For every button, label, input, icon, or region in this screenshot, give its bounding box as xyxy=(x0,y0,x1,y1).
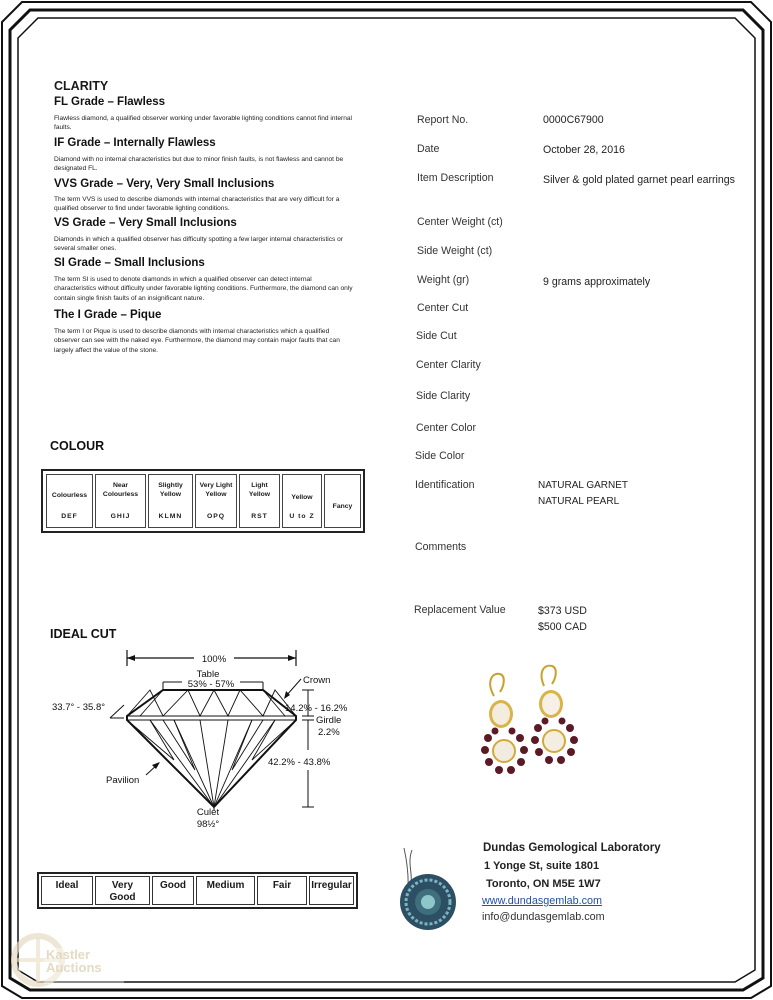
replacement-usd-value: $373 USD xyxy=(538,605,587,617)
report-no-label: Report No. xyxy=(417,114,469,126)
cut-grade-cell: Very Good xyxy=(95,876,150,905)
colour-cell: Very Light Yellow OPQ xyxy=(195,474,237,528)
table-label: Table xyxy=(196,669,220,680)
culet-label: Culet xyxy=(196,807,220,818)
clarity-heading-si: SI Grade – Small Inclusions xyxy=(54,257,205,269)
clarity-heading-i: The I Grade – Pique xyxy=(54,309,162,321)
width-label: 100% xyxy=(201,654,227,665)
side-color-label: Side Color xyxy=(415,450,465,462)
cut-grade-cell: Fair xyxy=(257,876,307,905)
table-range-label: 53% - 57% xyxy=(187,679,235,690)
girdle-label: Girdle xyxy=(316,715,342,726)
colour-cell: Near Colourless GHIJ xyxy=(95,474,146,528)
clarity-heading-vs: VS Grade – Very Small Inclusions xyxy=(54,217,237,229)
identification-value-1: NATURAL GARNET xyxy=(538,480,629,491)
item-description-value: Silver & gold plated garnet pearl earrings xyxy=(543,174,735,186)
colour-cell: Fancy xyxy=(324,474,361,528)
replacement-cad-value: $500 CAD xyxy=(538,621,587,633)
clarity-text-vs: Diamonds in which a qualified observer has difficulty spotting a few larger internal characteristics or several smaller ones. xyxy=(54,236,344,253)
lab-email: info@dundasgemlab.com xyxy=(482,911,605,923)
lab-address-1: 1 Yonge St, suite 1801 xyxy=(484,860,600,872)
clarity-text-i: The term I or Pique is used to describe diamonds with internal characteristics which a qualified observer can see with the naked eye. Furthermore, the diamond may contain major faults that can largely affect the value of the stone. xyxy=(54,328,340,354)
colour-cell: Yellow U to Z xyxy=(282,474,322,528)
cut-grade-table xyxy=(37,872,358,909)
pavilion-label: Pavilion xyxy=(106,775,140,786)
clarity-title: CLARITY xyxy=(54,79,109,93)
clarity-heading-fl: FL Grade – Flawless xyxy=(54,96,166,108)
center-weight-label: Center Weight (ct) xyxy=(417,216,503,228)
date-value: October 28, 2016 xyxy=(543,144,625,156)
cut-grade-cell: Irregular xyxy=(309,876,354,905)
hologram-seal xyxy=(396,846,464,938)
colour-cell: Colourless DEF xyxy=(46,474,93,528)
item-description-label: Item Description xyxy=(417,172,494,184)
earrings-photo xyxy=(472,664,592,786)
side-weight-label: Side Weight (ct) xyxy=(417,245,493,257)
cut-grade-cell: Good xyxy=(152,876,194,905)
identification-value-2: NATURAL PEARL xyxy=(538,496,620,507)
center-clarity-label: Center Clarity xyxy=(416,359,481,371)
clarity-text-fl: Flawless diamond, a qualified observer working under favorable lighting conditions cannot find internal faults. xyxy=(54,115,352,132)
clarity-text-si: The term SI is used to denote diamonds in which a qualified observer can detect internal characteristics without difficulty under favorable lighting conditions. Furthermore, the diamond can only contain single finish faults of an insignificant nature. xyxy=(54,276,353,302)
clarity-text-if: Diamond with no internal characteristics but due to minor finish faults, is not flawless and cannot be designated FL. xyxy=(54,156,344,173)
cut-grade-cell: Ideal xyxy=(41,876,93,905)
side-clarity-label: Side Clarity xyxy=(416,390,471,402)
replacement-value-label: Replacement Value xyxy=(414,604,506,616)
colour-cell: Light Yellow RST xyxy=(239,474,280,528)
crown-label: Crown xyxy=(303,675,331,686)
pavilion-depth-label: 42.2% - 43.8% xyxy=(268,757,331,768)
center-cut-label: Center Cut xyxy=(417,302,469,314)
report-no-value: 0000C67900 xyxy=(543,114,604,126)
center-color-label: Center Color xyxy=(416,422,477,434)
colour-title: COLOUR xyxy=(50,439,105,453)
lab-address-2: Toronto, ON M5E 1W7 xyxy=(486,878,601,890)
clarity-heading-vvs: VVS Grade – Very, Very Small Inclusions xyxy=(54,178,275,190)
cut-grade-cell: Medium xyxy=(196,876,255,905)
watermark-text: Kastler Auctions xyxy=(46,947,102,975)
weight-label: Weight (gr) xyxy=(417,274,470,286)
clarity-heading-if: IF Grade – Internally Flawless xyxy=(54,137,216,149)
ideal-cut-title: IDEAL CUT xyxy=(50,627,117,641)
side-cut-label: Side Cut xyxy=(416,330,457,342)
clarity-text-vvs: The term VVS is used to describe diamonds with internal characteristics that are very difficult for a qualified observer to find under favorable lighting conditions. xyxy=(54,196,340,213)
colour-cell: Slightly Yellow KLMN xyxy=(148,474,193,528)
lab-name: Dundas Gemological Laboratory xyxy=(483,842,661,854)
girdle-pct-label: 2.2% xyxy=(318,727,340,738)
date-label: Date xyxy=(417,143,440,155)
identification-label: Identification xyxy=(415,479,475,491)
comments-label: Comments xyxy=(415,541,467,553)
crown-angle-label: 33.7° - 35.8° xyxy=(52,702,106,713)
culet-angle-label: 98½° xyxy=(196,819,220,830)
weight-value: 9 grams approximately xyxy=(543,276,651,288)
crown-height-label: 14.2% - 16.2% xyxy=(285,703,348,714)
lab-website-link[interactable]: www.dundasgemlab.com xyxy=(482,895,603,907)
